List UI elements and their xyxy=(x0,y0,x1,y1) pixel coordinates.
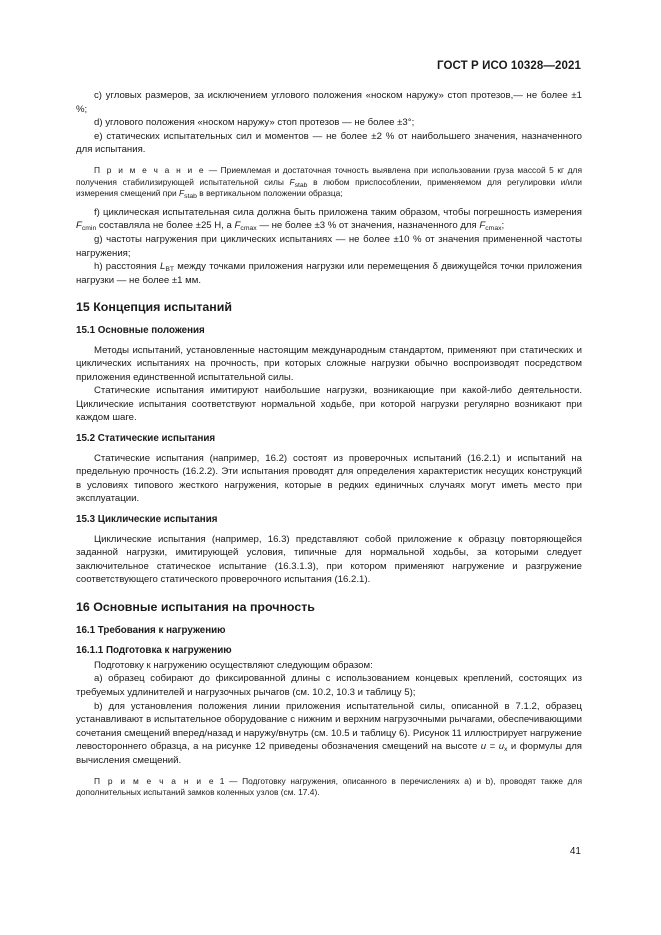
section-15-heading: 15 Концепция испытаний xyxy=(76,300,232,315)
section-15-1-heading: 15.1 Основные положения xyxy=(76,324,205,336)
section-16-1-heading: 16.1 Требования к нагружению xyxy=(76,624,226,636)
list-item-b: b) для установления положения линии приложения испытательной силы, описанной в 7.1.2, образец устанавливают в испытательное оборудование с нижним и верхним нагрузочными рычагами, обеспечивающими сочетания смещений вперед/назад и наружу/внутрь (см. 10.5 и таблицу 6). Рисунок 11 иллюстрирует нагружение левостороннего образца, а на рисунке 12 приведены обозначения смещений на высоте $u = u_x$ и формулы для вычисления смещений. xyxy=(76,700,582,766)
paragraph: Статические испытания (например, 16.2) состоят из проверочных испытаний (16.2.1) и испытаний на предельную прочность (16.2.2). Эти испытания проводят для определения характеристик несущих конструкций в условиях типового жесткого нагружения, которые в редких единичных случаях могут иметь место при эксплуатации. xyxy=(76,452,582,505)
list-item-c: c) угловых размеров, за исключением углового положения «носком наружу» стоп протезов,— не более ±1 %; xyxy=(76,90,582,115)
note-label: П р и м е ч а н и е xyxy=(94,775,216,786)
section-16-heading: 16 Основные испытания на прочность xyxy=(76,600,315,614)
section-16-1-1-heading: 16.1.1 Подготовка к нагружению xyxy=(76,645,232,657)
paragraph: Циклические испытания (например, 16.3) представляют собой приложение к образцу повторяющейся заданной нагрузки, имитирующей условия, типичные для нормальной ходьбы, за которыми следует заключительное статическое испытание (16.3.1.3), при котором применяют нагружение и разгружение соответствующего статического проверочного испытания (16.2.1). xyxy=(76,533,582,586)
note-fstab: П р и м е ч а н и е — Приемлемая и достаточная точность выявлена при использовании груза массой 5 кг для получения стабилизирующей испытательной силы $F_{stab}$ в любом приспособлении, применяемом для регулировки и/или измерения смещений при $F_{stab}$ в вертикальном положении образца; xyxy=(76,164,582,201)
paragraph: Методы испытаний, установленные настоящим международным стандартом, применяют при статических и циклических испытаниях на прочность, при которых сложные нагрузки обычно воспроизводят посредством приложения единственной испытательной силы. xyxy=(76,344,582,383)
note-1: П р и м е ч а н и е 1 — Подготовку нагружения, описанного в перечислениях a) и b), проводят также для дополнительных испытаний замков коленных узлов (см. 17.4). xyxy=(76,775,582,798)
paragraph: Подготовку к нагружению осуществляют следующим образом: xyxy=(94,659,373,671)
list-item-g: g) частоты нагружения при циклических испытаниях — не более ±10 % от значения примененной частоты нагружения; xyxy=(76,233,582,259)
note-label: П р и м е ч а н и е xyxy=(94,164,206,175)
document-id: ГОСТ Р ИСО 10328—2021 xyxy=(436,60,581,72)
paragraph: Статические испытания имитируют наибольшие нагрузки, возникающие при какой-либо деятельности. Циклические испытания соответствуют нормальной ходьбе, при которой нагрузки регулярно возникают при каждом шаге. xyxy=(76,385,582,424)
list-item-a: a) образец собирают до фиксированной длины с использованием концевых креплений, состоящих из требуемых удлинителей и нагрузочных рычагов (см. 10.2, 10.3 и таблицу 5); xyxy=(76,673,582,698)
list-item-f: f) циклическая испытательная сила должна быть приложена таким образом, чтобы погрешность измерения $F_{cmin}$ составляла не более ±25 Н, а $F_{cmax}$ — не более ±3 % от значения, назначенного для $F_{cmax}$; xyxy=(76,206,582,233)
list-item-e: e) статических испытательных сил и моментов — не более ±2 % от наибольшего значения, назначенного для испытания. xyxy=(76,130,582,156)
list-item-d: d) углового положения «носком наружу» стоп протезов — не более ±3°; xyxy=(94,117,415,129)
section-15-2-heading: 15.2 Статические испытания xyxy=(76,433,216,445)
list-item-h: h) расстояния $L_{BT}$ между точками приложения нагрузки или перемещения δ движущейся точки приложения нагрузки — не более ±1 мм. xyxy=(76,261,582,286)
section-15-3-heading: 15.3 Циклические испытания xyxy=(76,514,218,526)
page-number: 41 xyxy=(569,846,581,857)
page-body xyxy=(76,89,582,805)
